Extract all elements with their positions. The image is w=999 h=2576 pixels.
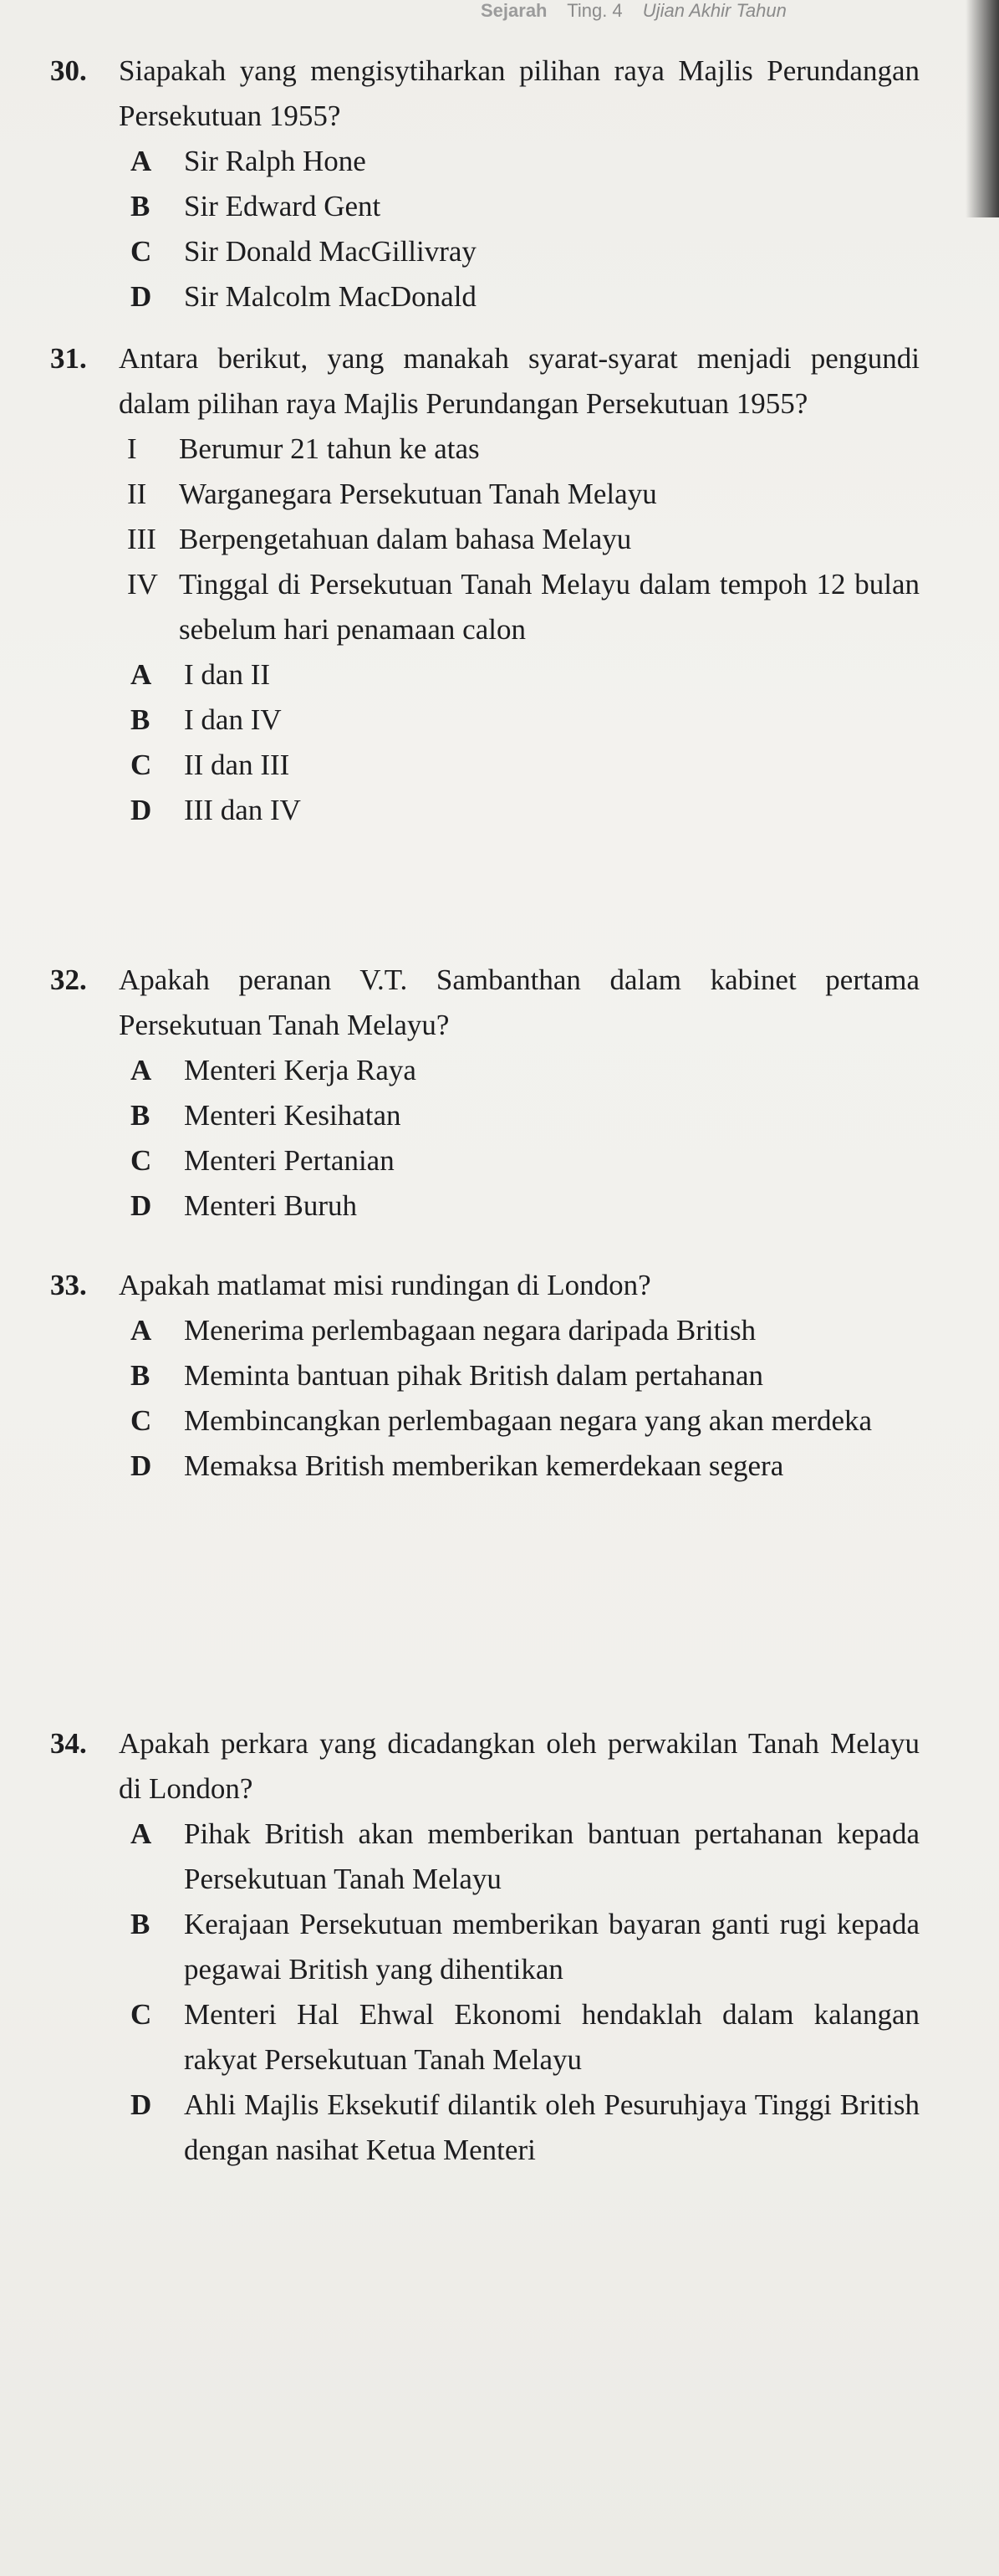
question-stem: Apakah perkara yang dicadangkan oleh perwakilan Tanah Melayu di London? [119, 1727, 920, 1805]
question-stem: Apakah peranan V.T. Sambanthan dalam kabinet pertama Persekutuan Tanah Melayu? [119, 963, 920, 1041]
option-text: I dan II [184, 658, 271, 691]
option-text: Menteri Buruh [184, 1189, 358, 1222]
header-level: Ting. 4 [567, 0, 623, 21]
option-a [119, 1048, 920, 1093]
statement-text: Tinggal di Persekutuan Tanah Melayu dalam tempoh 12 bulan sebelum hari penamaan calon [179, 568, 920, 646]
option-b [119, 1902, 920, 1992]
option-c [119, 229, 920, 274]
option-d [119, 1183, 920, 1229]
option-text: Menerima perlembagaan negara daripada British [184, 1314, 757, 1347]
question-number: 30. [50, 54, 87, 87]
option-label: C [130, 1144, 152, 1177]
option-label: C [130, 1404, 152, 1437]
option-text: Kerajaan Persekutuan memberikan bayaran ganti rugi kepada pegawai British yang dihentikan [184, 1908, 920, 1986]
option-text: Sir Donald MacGillivray [184, 235, 477, 268]
header-exam: Ujian Akhir Tahun [642, 0, 787, 21]
option-a [119, 139, 920, 184]
option-c [119, 1992, 920, 2083]
option-c [119, 1398, 920, 1444]
option-text: Sir Edward Gent [184, 190, 381, 222]
option-text: I dan IV [184, 703, 282, 736]
question-number: 34. [50, 1727, 87, 1760]
option-b [119, 1093, 920, 1138]
option-text: III dan IV [184, 794, 301, 826]
option-text: Memaksa British memberikan kemerdekaan segera [184, 1449, 784, 1482]
option-label: B [130, 190, 150, 222]
option-label: D [130, 280, 152, 313]
question-stem: Apakah matlamat misi rundingan di London? [119, 1269, 651, 1301]
question-32 [50, 958, 920, 1229]
option-d [119, 274, 920, 319]
option-label: D [130, 2088, 152, 2121]
statement-text: Warganegara Persekutuan Tanah Melayu [179, 478, 657, 510]
option-label: C [130, 1998, 152, 2031]
header-subject: Sejarah [481, 0, 548, 21]
option-label: C [130, 235, 152, 268]
option-label: B [130, 1359, 150, 1392]
option-label: B [130, 703, 150, 736]
statement-ii [119, 472, 920, 517]
option-b [119, 184, 920, 229]
option-a [119, 1812, 920, 1902]
statement-label: I [127, 432, 137, 465]
option-text: Menteri Hal Ehwal Ekonomi hendaklah dalam kalangan rakyat Persekutuan Tanah Melayu [184, 1998, 920, 2076]
statement-label: III [127, 523, 156, 555]
option-label: C [130, 749, 152, 781]
option-text: Sir Ralph Hone [184, 145, 366, 177]
option-b [119, 698, 920, 743]
question-31 [50, 336, 920, 833]
option-text: Menteri Kerja Raya [184, 1054, 416, 1086]
option-label: A [130, 1314, 152, 1347]
option-label: B [130, 1099, 150, 1132]
option-text: II dan III [184, 749, 290, 781]
question-number: 31. [50, 342, 87, 375]
page-header [481, 0, 787, 28]
page-edge-shadow [966, 0, 999, 217]
option-label: D [130, 794, 152, 826]
statement-i [119, 427, 920, 472]
option-c [119, 1138, 920, 1183]
question-stem: Antara berikut, yang manakah syarat-syarat menjadi pengundi dalam pilihan raya Majlis Perundangan Persekutuan 1955? [119, 342, 920, 420]
option-text: Pihak British akan memberikan bantuan pertahanan kepada Persekutuan Tanah Melayu [184, 1817, 920, 1895]
option-label: A [130, 658, 152, 691]
question-number: 33. [50, 1269, 87, 1301]
question-33 [50, 1263, 920, 1489]
question-number: 32. [50, 963, 87, 996]
option-d [119, 788, 920, 833]
option-label: D [130, 1449, 152, 1482]
option-text: Meminta bantuan pihak British dalam pertahanan [184, 1359, 763, 1392]
statement-label: II [127, 478, 147, 510]
option-label: A [130, 145, 152, 177]
option-text: Membincangkan perlembagaan negara yang akan merdeka [184, 1404, 873, 1437]
option-text: Ahli Majlis Eksekutif dilantik oleh Pesuruhjaya Tinggi British dengan nasihat Ketua Menteri [184, 2088, 920, 2166]
option-text: Menteri Kesihatan [184, 1099, 401, 1132]
option-label: B [130, 1908, 150, 1940]
option-c [119, 743, 920, 788]
question-30 [50, 49, 920, 319]
statement-text: Berpengetahuan dalam bahasa Melayu [179, 523, 632, 555]
option-text: Menteri Pertanian [184, 1144, 395, 1177]
question-34 [50, 1721, 920, 2173]
option-text: Sir Malcolm MacDonald [184, 280, 477, 313]
option-b [119, 1353, 920, 1398]
option-label: A [130, 1054, 152, 1086]
option-d [119, 1444, 920, 1489]
statement-label: IV [127, 568, 158, 601]
statement-iv [119, 562, 920, 652]
question-stem: Siapakah yang mengisytiharkan pilihan raya Majlis Perundangan Persekutuan 1955? [119, 54, 920, 132]
statement-text: Berumur 21 tahun ke atas [179, 432, 480, 465]
option-label: D [130, 1189, 152, 1222]
option-a [119, 652, 920, 698]
option-label: A [130, 1817, 152, 1850]
statement-iii [119, 517, 920, 562]
option-d [119, 2083, 920, 2173]
option-a [119, 1308, 920, 1353]
